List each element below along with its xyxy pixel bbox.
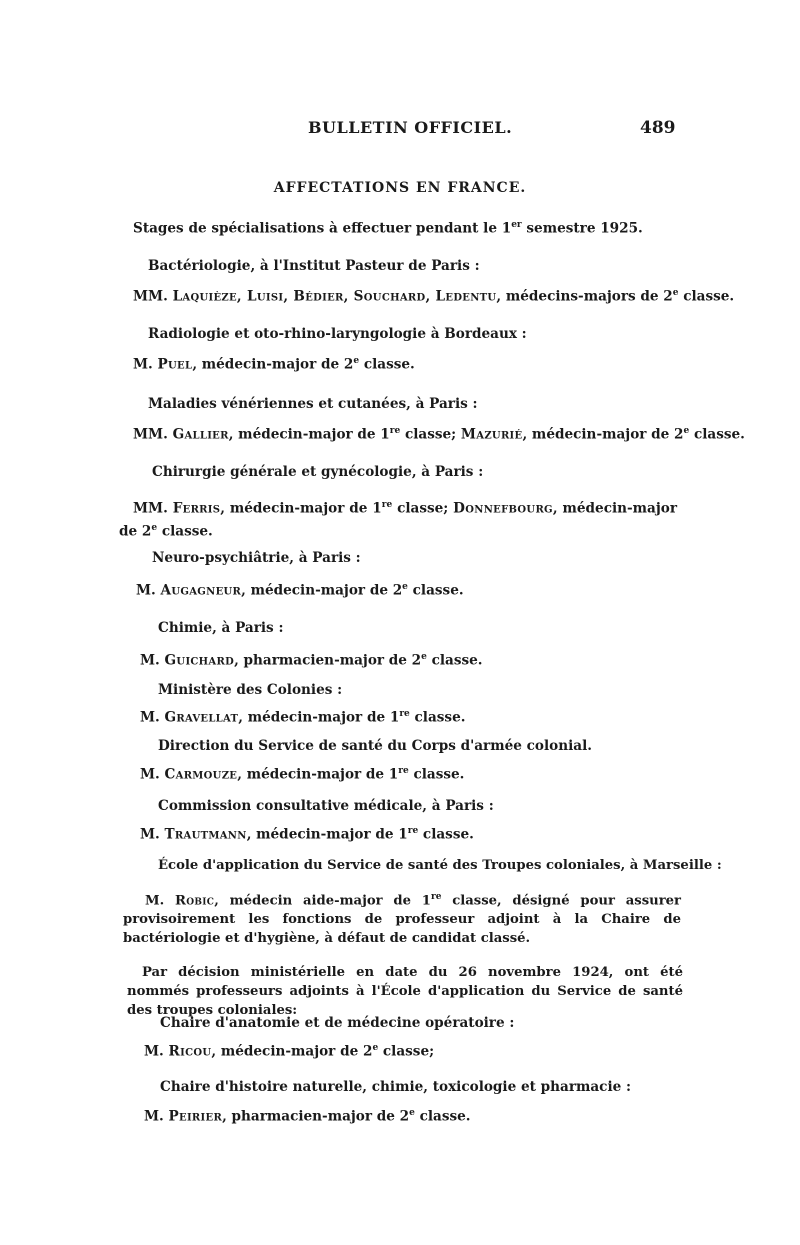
entry-prefix: M. xyxy=(136,582,161,599)
heading-radiologie: Radiologie et oto-rhino-laryngologie à Bordeaux : xyxy=(148,326,527,342)
person-name: Gallier xyxy=(172,426,229,443)
rank-sup: e xyxy=(353,356,360,366)
heading-neuro: Neuro-psychiâtrie, à Paris : xyxy=(152,550,361,566)
heading-maladies: Maladies vénériennes et cutanées, à Paris : xyxy=(148,396,478,412)
section-title: AFFECTATIONS EN FRANCE. xyxy=(273,180,527,196)
person-name: Robic xyxy=(174,893,215,909)
entry-bacteriologie xyxy=(133,288,734,305)
rank-text: , médecin-major de 1 xyxy=(220,500,382,517)
intro-text-before: Stages de spécialisations à effectuer pendant le xyxy=(133,220,502,237)
class-text: classe; xyxy=(400,426,461,443)
rank-sup: e xyxy=(409,1108,415,1118)
rank-text: , médecin-major de 2 xyxy=(211,1043,373,1060)
rank-sup: e xyxy=(421,652,427,662)
rank-sup: e xyxy=(683,426,690,436)
person-name: Ferris xyxy=(172,500,221,517)
class-text: classe; xyxy=(378,1043,435,1060)
rank-text: , médecin-major de 2 xyxy=(522,426,684,443)
entry-prefix: M. xyxy=(140,826,165,843)
rank-text: , médecin-major de 1 xyxy=(237,766,399,783)
class-text: classe. xyxy=(414,1108,471,1125)
class-text: classe; xyxy=(392,500,454,517)
person-name: Trautmann xyxy=(164,826,247,843)
class-text: classe. xyxy=(418,826,474,843)
heading-ecole: École d'application du Service de santé des Troupes coloniales, à Marseille : xyxy=(158,858,722,873)
rank-text: , médecin-major de 2 xyxy=(192,356,354,373)
entry-direction xyxy=(140,766,464,783)
rank-sup: e xyxy=(672,288,679,298)
person-name: Carmouze xyxy=(164,766,238,783)
intro-ordinal-sup: er xyxy=(511,220,522,230)
rank-text: , médecin aide-major de 1 xyxy=(214,893,431,909)
rank-sup: re xyxy=(399,709,410,719)
entry-prefix: M. xyxy=(133,356,158,373)
rank-sup: re xyxy=(407,826,419,836)
heading-commission: Commission consultative médicale, à Paris : xyxy=(158,798,494,814)
rank-sup: re xyxy=(389,426,401,436)
heading-chimie: Chimie, à Paris : xyxy=(158,620,284,636)
person-name: Ricou xyxy=(168,1043,212,1060)
rank-sup: e xyxy=(151,522,158,533)
entry-radiologie xyxy=(133,356,415,373)
class-text: classe, désigné pour assurer provisoirement les fonctions de professeur adjoint à la Chaire de bactériologie et d'hygiène, à défaut de candidat classé. xyxy=(123,893,681,947)
rank-sup: re xyxy=(430,892,442,902)
rank-sup: e xyxy=(372,1043,379,1053)
entry-prefix: M. xyxy=(144,1043,169,1060)
entry-prefix: M. xyxy=(145,893,175,909)
class-text: classe. xyxy=(409,709,466,726)
entry-prefix: MM. xyxy=(133,288,173,305)
rank-text: , médecins-majors de 2 xyxy=(496,288,673,305)
rank-text: , médecin-major de 2 xyxy=(119,500,677,540)
entry-neuro xyxy=(136,582,464,599)
entry-prefix: M. xyxy=(140,766,165,783)
class-text: classe. xyxy=(407,582,464,599)
entry-chimie xyxy=(140,652,483,669)
entry-prefix: MM. xyxy=(133,500,173,517)
person-name: Guichard xyxy=(164,652,235,669)
page-number: 489 xyxy=(640,118,676,138)
heading-histoire: Chaire d'histoire naturelle, chimie, toxicologie et pharmacie : xyxy=(160,1079,632,1095)
heading-direction: Direction du Service de santé du Corps d'armée colonial. xyxy=(158,738,592,754)
entry-commission xyxy=(140,826,474,843)
rank-text: , médecin-major de 1 xyxy=(246,826,408,843)
heading-bacteriologie: Bactériologie, à l'Institut Pasteur de Paris : xyxy=(148,258,480,274)
entry-maladies xyxy=(133,426,745,443)
entry-prefix: M. xyxy=(140,709,165,726)
intro-line xyxy=(133,220,643,237)
rank-text: , pharmacien-major de 2 xyxy=(222,1108,410,1125)
entry-histoire xyxy=(144,1108,471,1125)
rank-text: , pharmacien-major de 2 xyxy=(234,652,422,669)
person-name: Gravellat xyxy=(164,709,239,726)
heading-chirurgie: Chirurgie générale et gynécologie, à Paris : xyxy=(152,464,484,480)
person-name: Puel xyxy=(157,356,193,373)
person-name: Donnefbourg xyxy=(453,500,553,517)
entry-ecole xyxy=(123,888,681,948)
entry-prefix: MM. xyxy=(133,426,173,443)
class-text: classe. xyxy=(359,356,415,373)
entry-anatomie xyxy=(144,1043,434,1060)
class-text: classe. xyxy=(157,523,213,540)
person-name: Augagneur xyxy=(160,582,242,599)
entry-chirurgie xyxy=(119,496,677,541)
class-text: classe. xyxy=(689,426,745,443)
intro-ordinal: 1 xyxy=(501,220,512,237)
rank-text: , médecin-major de 1 xyxy=(238,709,400,726)
person-names: Laquièze, Luisi, Bédier, Souchard, Ledentu xyxy=(172,288,497,305)
rank-text: , médecin-major de 1 xyxy=(228,426,390,443)
class-text: classe. xyxy=(678,288,735,305)
entry-prefix: M. xyxy=(144,1108,169,1125)
rank-sup: re xyxy=(381,500,393,510)
page-header xyxy=(0,118,800,146)
person-name: Mazurié xyxy=(460,426,523,443)
rank-sup: re xyxy=(398,766,409,776)
class-text: classe. xyxy=(426,652,483,669)
heading-anatomie: Chaire d'anatomie et de médecine opératoire : xyxy=(160,1015,515,1031)
entry-colonies xyxy=(140,709,465,726)
class-text: classe. xyxy=(408,766,465,783)
rank-sup: e xyxy=(402,582,408,592)
rank-text: , médecin-major de 2 xyxy=(241,582,403,599)
heading-colonies: Ministère des Colonies : xyxy=(158,682,343,698)
running-title: BULLETIN OFFICIEL. xyxy=(308,118,513,137)
intro-text-after: semestre 1925. xyxy=(521,220,643,237)
entry-prefix: M. xyxy=(140,652,165,669)
decision-paragraph: Par décision ministérielle en date du 26 novembre 1924, ont été nommés professeurs adjoints à l'École d'application du Service de santé des troupes coloniales: xyxy=(127,965,683,1018)
person-name: Peirier xyxy=(168,1108,223,1125)
